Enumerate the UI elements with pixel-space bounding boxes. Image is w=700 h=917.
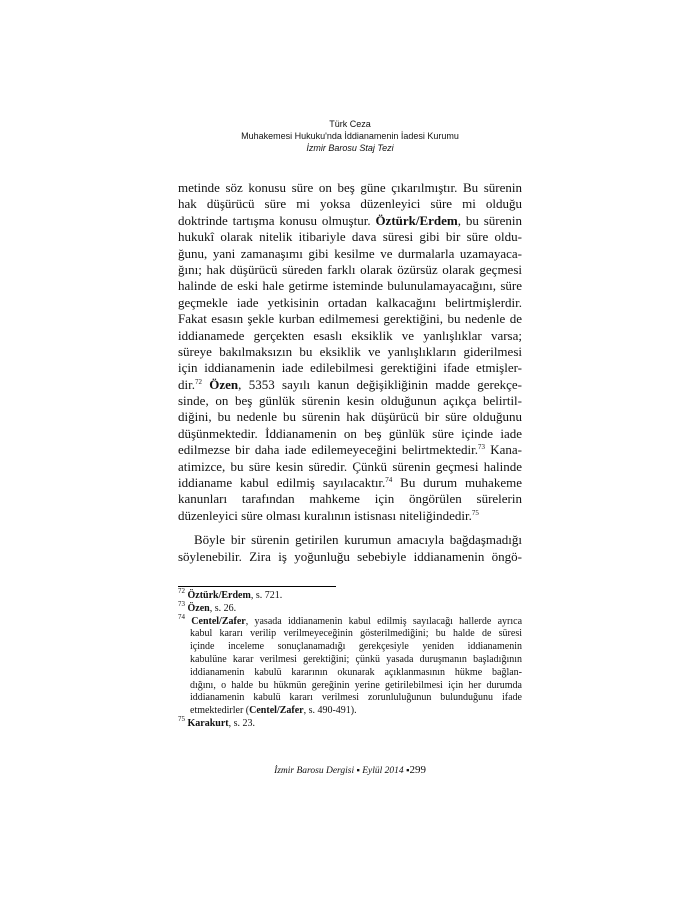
body-line xyxy=(178,532,522,548)
text-run: süreye bakılmaksızın bu eksiklik ve yanlışlıkların giderilmesi xyxy=(178,343,522,359)
running-header xyxy=(0,118,700,154)
body-line xyxy=(178,377,522,393)
text-run: , s. 26. xyxy=(209,602,237,614)
header-line-3: İzmir Barosu Staj Tezi xyxy=(306,143,394,153)
body-line xyxy=(178,196,522,212)
text-run: kanunları tarafından mahkeme için öngörülen sürelerin xyxy=(178,491,522,507)
text-run: Bu durum muhakeme xyxy=(392,475,522,491)
text-run: iddianame kabul edilmiş sayılacaktır. xyxy=(178,475,386,491)
bold-text: Centel/Zafer xyxy=(249,705,304,717)
text-run: hak düşürücü süre mi yoksa düzenleyici süre mi olduğu xyxy=(178,196,522,212)
footer-journal: İzmir Barosu Dergisi xyxy=(274,766,355,776)
footer-date: Eylül 2014 xyxy=(362,766,404,776)
text-run: geçmekle iade yetkisinin ortadan kalkacağını belirtmişlerdir. xyxy=(178,294,522,310)
footnote-line xyxy=(178,667,522,680)
bold-text: Öztürk/Erdem xyxy=(375,212,458,228)
body-line xyxy=(178,360,522,376)
text-run: söylenebilir. Zira iş yoğunluğu sebebiyle iddianamenin öngö- xyxy=(178,548,522,564)
text-run: düşünmektedir. İddianamenin on beş günlük süre içinde iade xyxy=(178,425,522,441)
text-run: iddianamenin kabulü kararının okunarak açıklanmasının hükme bağlan- xyxy=(190,666,522,678)
body-line xyxy=(178,475,522,491)
text-run: , bu sürenin xyxy=(457,212,522,228)
body-text xyxy=(178,180,522,565)
body-line xyxy=(178,278,522,294)
footnote-ref: 72 xyxy=(178,587,185,595)
body-line xyxy=(178,549,522,565)
footnote-line xyxy=(178,587,522,603)
footer-separator: ▪ xyxy=(406,766,410,776)
text-run: metinde söz konusu süre on beş güne çıkarılmıştır. Bu sürenin xyxy=(178,180,522,195)
text-run: ğunu, yani zamanaşımı gibi kesilme ve durmalarla uzamayaca- xyxy=(178,245,522,261)
footnote-divider xyxy=(178,586,336,587)
text-run: , s. 490-491). xyxy=(303,705,357,717)
footnote-ref: 73 xyxy=(178,599,185,608)
footnote-ref: 75 xyxy=(178,714,185,723)
body-line xyxy=(178,180,522,196)
footnote-line xyxy=(178,641,522,654)
text-run: kabul kararı verilip verilmeyeceğinin gösterilmediğini; bu halde de süresi xyxy=(190,628,522,640)
footnote-line xyxy=(178,680,522,693)
text-run: iddianamenin kabulü kararı verilmesi zorunluluğunun bulunduğunu ifade xyxy=(190,692,522,704)
text-run: halinde de eski hale getirme isteminde bulunulamayacağını, süre xyxy=(178,278,522,294)
bold-text: Öztürk/Erdem xyxy=(187,590,251,601)
text-run: sinde, on beş günlük sürenin kesin olduğunun açıkça belirtil- xyxy=(178,393,522,409)
text-run: , yasada iddianamenin kabul edilmiş sayılacağı hallerde ayrıca xyxy=(245,615,523,627)
text-run: , 5353 sayılı kanun değişikliğinin madde gerekçe- xyxy=(238,376,523,392)
body-line xyxy=(178,295,522,311)
footnote-ref: 72 xyxy=(194,377,202,386)
body-line xyxy=(178,344,522,360)
footnote-ref: 75 xyxy=(471,508,479,517)
body-line xyxy=(178,491,522,507)
text-run: atimizce, bu süre kesin süredir. Çünkü sürenin geçmesi halinde xyxy=(178,458,522,474)
body-line xyxy=(178,459,522,475)
bold-text: Özen xyxy=(209,376,239,392)
bold-text: Özen xyxy=(187,602,210,614)
body-line xyxy=(178,311,522,327)
body-line xyxy=(178,393,522,409)
body-line xyxy=(178,524,522,532)
page-footer xyxy=(0,763,700,778)
text-run: Kana- xyxy=(485,442,522,458)
footnote-ref: 74 xyxy=(178,612,185,621)
body-line xyxy=(178,246,522,262)
text-run: düzenleyici süre olması kuralının istisnası niteliğindedir. xyxy=(178,507,472,523)
body-line xyxy=(178,229,522,245)
text-run: kabulüne karar verilmesi gerektiğini; çünkü yasada duruşmanın başladığının xyxy=(190,653,522,665)
bold-text: Centel/Zafer xyxy=(191,615,246,627)
text-run: diğini, bu nedenle bu sürenin hak düşürücü bir süre olduğunu xyxy=(178,409,522,425)
footnote-line xyxy=(178,692,522,705)
text-run: edilmezse bir daha iade edilemeyeceğini belirtmektedir. xyxy=(178,442,479,458)
footnote-line xyxy=(178,654,522,667)
body-line xyxy=(178,409,522,425)
text-run: içinde inceleme sonuçlanamadığı gerekçesiyle yeniden iddianamenin xyxy=(190,641,522,653)
body-line xyxy=(178,426,522,442)
header-line-1: Türk Ceza xyxy=(329,119,371,129)
text-run: dir. xyxy=(178,376,195,392)
text-run: için iddianamenin iade edilebilmesi gerektiğini ifade etmişler- xyxy=(178,360,522,376)
page-number: 299 xyxy=(409,764,426,776)
body-line xyxy=(178,328,522,344)
bold-text: Karakurt xyxy=(187,717,229,729)
footnote-line xyxy=(178,714,522,731)
text-run: , s. 721. xyxy=(250,590,283,601)
text-run: dığını, o halde bu hükmün gereğinin yerine getirilebilmesi için her durumda xyxy=(190,679,522,691)
body-line xyxy=(178,262,522,278)
footnote-line xyxy=(178,599,522,616)
footnote-ref: 73 xyxy=(478,443,486,452)
footnote-line xyxy=(178,628,522,641)
text-run: , s. 23. xyxy=(228,717,256,729)
footnote-line xyxy=(178,612,523,629)
body-line xyxy=(178,213,522,229)
text-run: doktrinde tartışma konusu olmuştur. xyxy=(178,212,376,228)
text-run: etmektedirler ( xyxy=(190,705,250,717)
footnote-ref: 74 xyxy=(385,476,393,485)
footer-separator: ▪ xyxy=(356,766,360,776)
header-line-2: Muhakemesi Hukuku'nda İddianamenin İadesi Kurumu xyxy=(241,131,459,141)
text-run: Fakat esasın şekle kurban edilmemesi gerektiğini, bu nedenle de xyxy=(178,311,522,327)
text-run: ğını; hak düşürücü süreden farklı olarak özürsüz olarak geçmesi xyxy=(178,261,522,277)
body-line xyxy=(178,508,522,524)
footnote-line xyxy=(178,705,522,718)
text-run: Böyle bir sürenin getirilen kurumun amacıyla bağdaşmadığı xyxy=(194,532,522,548)
text-run: hukukî olarak nitelik itibariyle dava süresi gibi bir süre oldu- xyxy=(178,229,522,245)
footnotes xyxy=(178,587,523,731)
body-line xyxy=(178,442,522,458)
text-run: iddianamede gerçekten esaslı eksiklik ve yanlışlıklar varsa; xyxy=(178,327,522,343)
